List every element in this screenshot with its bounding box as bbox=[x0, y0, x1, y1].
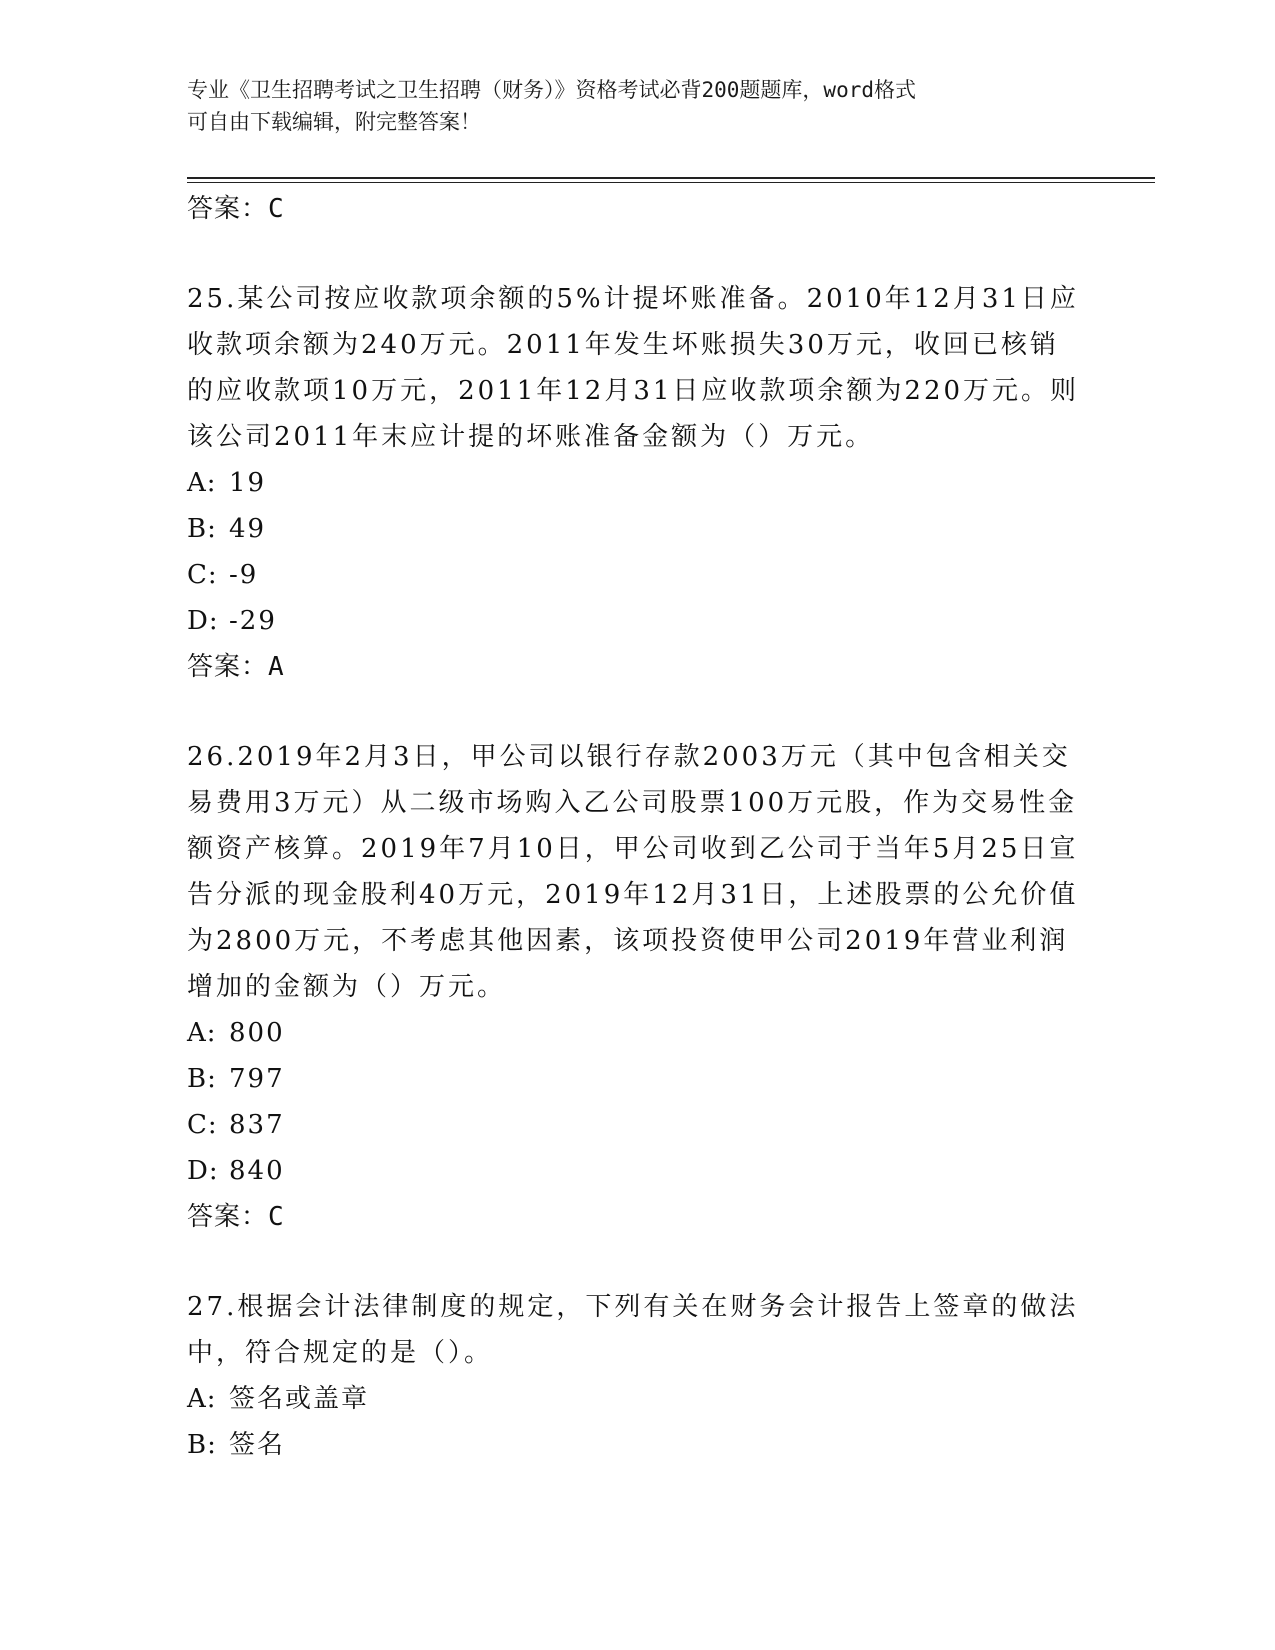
option-a bbox=[187, 1010, 1087, 1056]
option-letter: A: bbox=[187, 468, 217, 498]
option-letter: A: bbox=[187, 1384, 217, 1414]
option-text: 837 bbox=[229, 1110, 285, 1140]
option-d bbox=[187, 598, 1087, 644]
question-text: 25.某公司按应收款项余额的5%计提坏账准备。2010年12月31日应收款项余额为240万元。2011年发生坏账损失30万元，收回已核销的应收款项10万元，2011年12月31日应收款项余额为220万元。则该公司2011年末应计提的坏账准备金额为（）万元。 bbox=[187, 284, 1080, 452]
question-text: 27.根据会计法律制度的规定，下列有关在财务会计报告上签章的做法中，符合规定的是（）。 bbox=[187, 1292, 1079, 1368]
option-c bbox=[187, 552, 1087, 598]
header-divider bbox=[187, 177, 1155, 183]
option-c bbox=[187, 1102, 1087, 1148]
option-letter: A: bbox=[187, 1018, 217, 1048]
question-block-27 bbox=[187, 1284, 1087, 1468]
answer-line: 答案：C bbox=[187, 1202, 285, 1232]
option-b bbox=[187, 1422, 1087, 1468]
option-text: 签名或盖章 bbox=[229, 1384, 370, 1414]
option-text: 800 bbox=[229, 1018, 285, 1048]
option-text: -9 bbox=[229, 560, 259, 590]
option-text: 19 bbox=[229, 468, 267, 498]
option-b bbox=[187, 1056, 1087, 1102]
option-letter: C: bbox=[187, 560, 218, 590]
option-letter: D: bbox=[187, 1156, 219, 1186]
document-body bbox=[187, 186, 1087, 1468]
option-text: 签名 bbox=[229, 1430, 286, 1460]
page-header bbox=[187, 74, 1067, 138]
option-letter: B: bbox=[187, 1064, 217, 1094]
option-a bbox=[187, 1376, 1087, 1422]
question-text: 26.2019年2月3日，甲公司以银行存款2003万元（其中包含相关交易费用3万元）从二级市场购入乙公司股票100万元股，作为交易性金额资产核算。2019年7月10日，甲公司收到乙公司于当年5月25日宣告分派的现金股利40万元，2019年12月31日，上述股票的公允价值为2800万元，不考虑其他因素，该项投资使甲公司2019年营业利润增加的金额为（）万元。 bbox=[187, 742, 1079, 1002]
option-text: 797 bbox=[229, 1064, 285, 1094]
option-b bbox=[187, 506, 1087, 552]
answer-line: 答案：A bbox=[187, 652, 285, 682]
option-d bbox=[187, 1148, 1087, 1194]
option-a bbox=[187, 460, 1087, 506]
header-line-2: 可自由下载编辑，附完整答案！ bbox=[187, 110, 481, 134]
option-text: -29 bbox=[229, 606, 277, 636]
header-line-1: 专业《卫生招聘考试之卫生招聘（财务）》资格考试必背200题题库，word格式 bbox=[187, 78, 916, 102]
option-text: 49 bbox=[229, 514, 267, 544]
option-letter: B: bbox=[187, 1430, 217, 1460]
question-block-25 bbox=[187, 276, 1087, 690]
previous-answer: 答案：C bbox=[187, 194, 285, 224]
option-letter: B: bbox=[187, 514, 217, 544]
option-letter: C: bbox=[187, 1110, 218, 1140]
question-block-26 bbox=[187, 734, 1087, 1240]
option-text: 840 bbox=[229, 1156, 285, 1186]
option-letter: D: bbox=[187, 606, 219, 636]
